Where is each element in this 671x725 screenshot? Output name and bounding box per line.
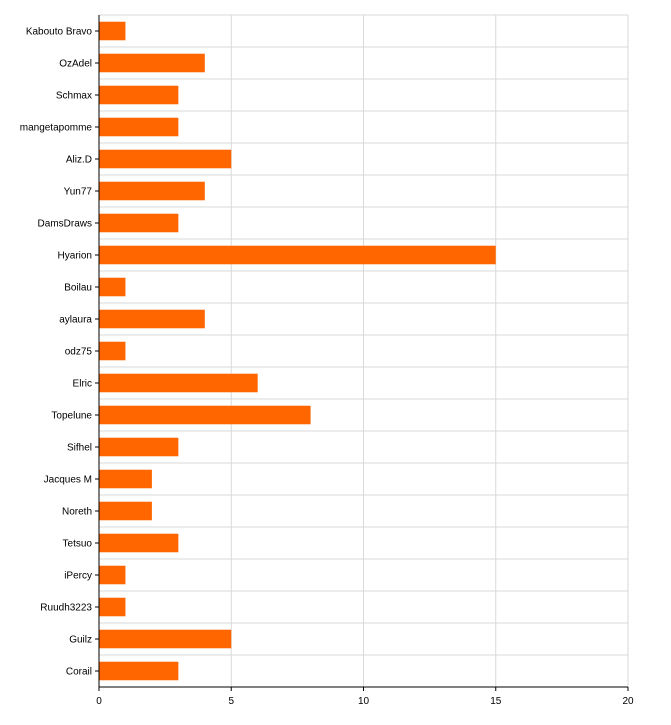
bar — [99, 182, 205, 201]
y-tick-label: iPercy — [64, 570, 92, 582]
bar — [99, 470, 152, 489]
bar — [99, 310, 205, 329]
x-tick-label: 10 — [357, 696, 370, 707]
bar — [99, 566, 125, 585]
y-tick-label: Schmax — [55, 90, 92, 102]
x-tick-label: 20 — [622, 696, 634, 707]
y-tick-label: Elric — [72, 378, 92, 390]
grid — [99, 15, 628, 687]
bar — [99, 86, 178, 105]
bar — [99, 630, 231, 649]
x-tick-label: 5 — [228, 696, 235, 707]
bar — [99, 118, 178, 137]
bar — [99, 342, 125, 361]
bar — [99, 214, 178, 233]
y-tick-label: aylaura — [59, 314, 92, 326]
bar — [99, 278, 125, 297]
y-tick-label: mangetapomme — [19, 122, 92, 134]
bar — [99, 374, 258, 393]
bar — [99, 246, 496, 265]
y-tick-label: Jacques M — [43, 474, 92, 486]
y-tick-label: odz75 — [64, 346, 92, 358]
y-tick-label: Boilau — [64, 282, 92, 294]
bar — [99, 534, 178, 553]
bar — [99, 598, 125, 617]
bar — [99, 22, 125, 41]
axes — [95, 15, 628, 691]
y-tick-label: Kabouto Bravo — [25, 26, 92, 38]
y-tick-label: Ruudh3223 — [40, 602, 92, 614]
x-tick-label: 0 — [96, 696, 102, 707]
y-tick-label: Yun77 — [63, 186, 92, 198]
y-tick-label: Corail — [65, 666, 92, 678]
y-tick-label: Sifhel — [66, 442, 92, 454]
bar — [99, 150, 231, 169]
y-tick-label: Hyarion — [57, 250, 92, 262]
bar — [99, 54, 205, 73]
bars — [99, 22, 496, 681]
x-tick-label: 15 — [490, 696, 502, 707]
y-tick-label: Guilz — [69, 634, 92, 646]
y-tick-label: OzAdel — [59, 58, 92, 70]
y-tick-label: Tetsuo — [62, 538, 92, 550]
y-tick-label: Noreth — [61, 506, 92, 518]
y-tick-label: Topelune — [51, 410, 92, 422]
bar — [99, 406, 311, 425]
bar — [99, 502, 152, 521]
bar — [99, 662, 178, 681]
bar — [99, 438, 178, 457]
y-tick-label: DamsDraws — [37, 218, 92, 230]
y-tick-label: Aliz.D — [65, 154, 92, 166]
